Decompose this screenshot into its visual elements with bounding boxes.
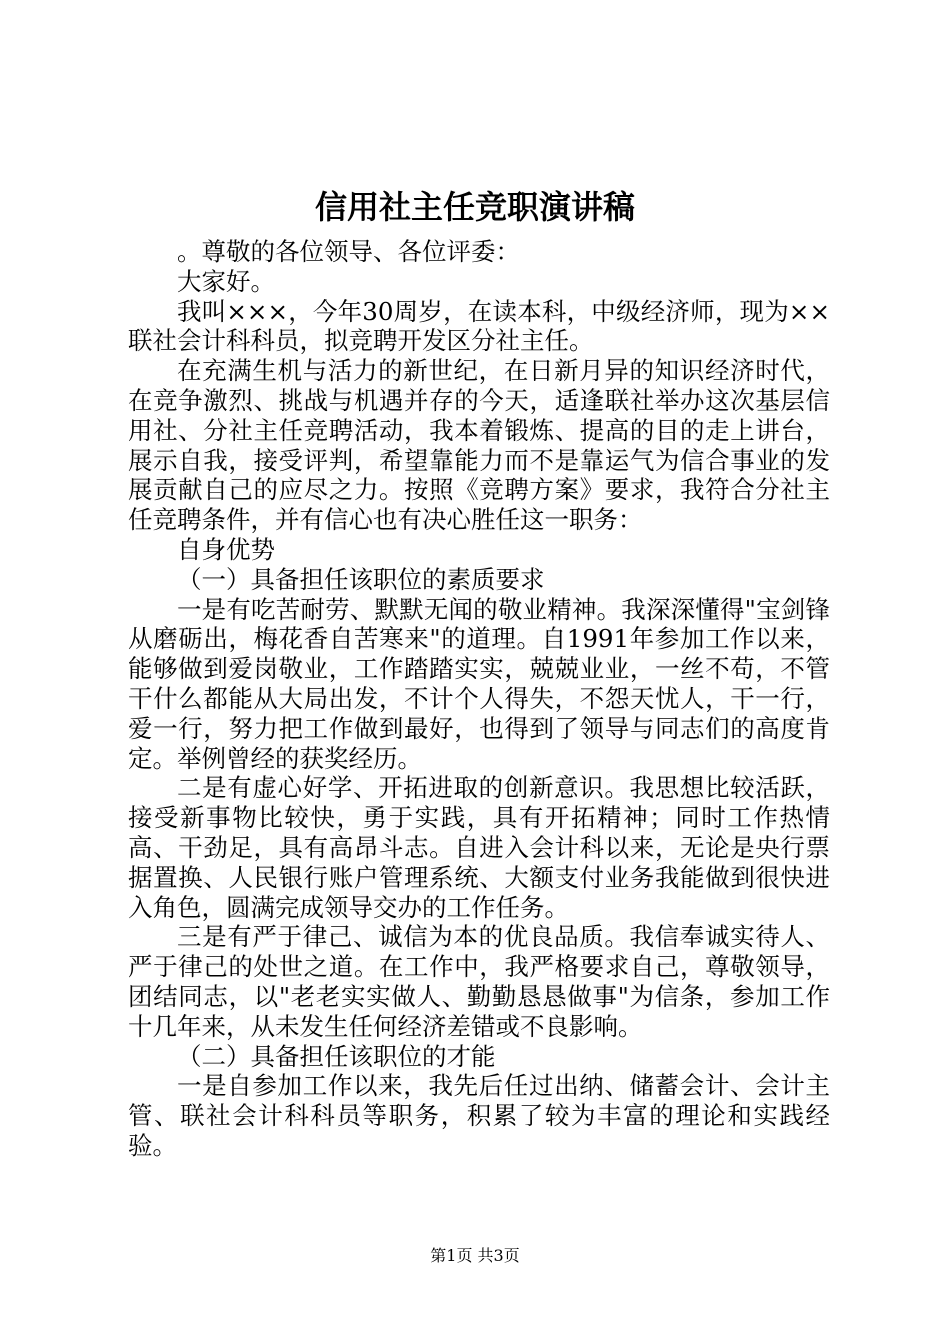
page-footer: 第1页 共3页: [430, 1246, 520, 1265]
paragraph-point-two: 二是有虚心好学、开拓进取的创新意识。我思想比较活跃，接受新事物比较快，勇于实践，具有开拓精神；同时工作热情高、干劲足，具有高昂斗志。自进入会计科以来，无论是央行票据置换、人民银行账户管理系统、大额支付业务我能做到很快进入角色，圆满完成领导交办的工作任务。: [128, 773, 830, 922]
paragraph-point-three: 三是有严于律己、诚信为本的优良品质。我信奉诚实待人、严于律己的处世之道。在工作中，我严格要求自己，尊敬领导，团结同志，以"老老实实做人、勤勤恳恳做事"为信条，参加工作十几年来，从未发生任何经济差错或不良影响。: [128, 922, 830, 1041]
paragraph-ability-one: 一是自参加工作以来，我先后任过出纳、储蓄会计、会计主管、联社会计科科员等职务，积累了较为丰富的理论和实践经验。: [128, 1071, 830, 1160]
salutation: 。尊敬的各位领导、各位评委：: [177, 237, 520, 266]
paragraph-point-one: 一是有吃苦耐劳、默默无闻的敬业精神。我深深懂得"宝剑锋从磨砺出，梅花香自苦寒来"的道理。自1991年参加工作以来，能够做到爱岗敬业，工作踏踏实实，兢兢业业，一丝不苟，不管干什么都能从大局出发，不计个人得失，不怨天忧人，干一行，爱一行，努力把工作做到最好，也得到了领导与同志们的高度肯定。举例曾经的获奖经历。: [128, 594, 830, 773]
section-heading-advantages: 自身优势: [177, 534, 275, 564]
document-body: [128, 237, 830, 1161]
document-title: 信用社主任竞职演讲稿: [314, 188, 635, 226]
subheading-abilities: （二）具备担任该职位的才能: [177, 1041, 496, 1071]
paragraph-introduction: 我叫×××，今年30周岁，在读本科，中级经济师，现为××联社会计科科员，拟竞聘开发区分社主任。: [128, 296, 830, 356]
subheading-qualities: （一）具备担任该职位的素质要求: [177, 564, 545, 594]
paragraph-motivation: 在充满生机与活力的新世纪，在日新月异的知识经济时代，在竞争激烈、挑战与机遇并存的今天，适逢联社举办这次基层信用社、分社主任竞聘活动，我本着锻炼、提高的目的走上讲台，展示自我，接受评判，希望靠能力而不是靠运气为信合事业的发展贡献自己的应尽之力。按照《竞聘方案》要求，我符合分社主任竞聘条件，并有信心也有决心胜任这一职务：: [128, 356, 830, 535]
greeting: 大家好。: [177, 266, 275, 296]
